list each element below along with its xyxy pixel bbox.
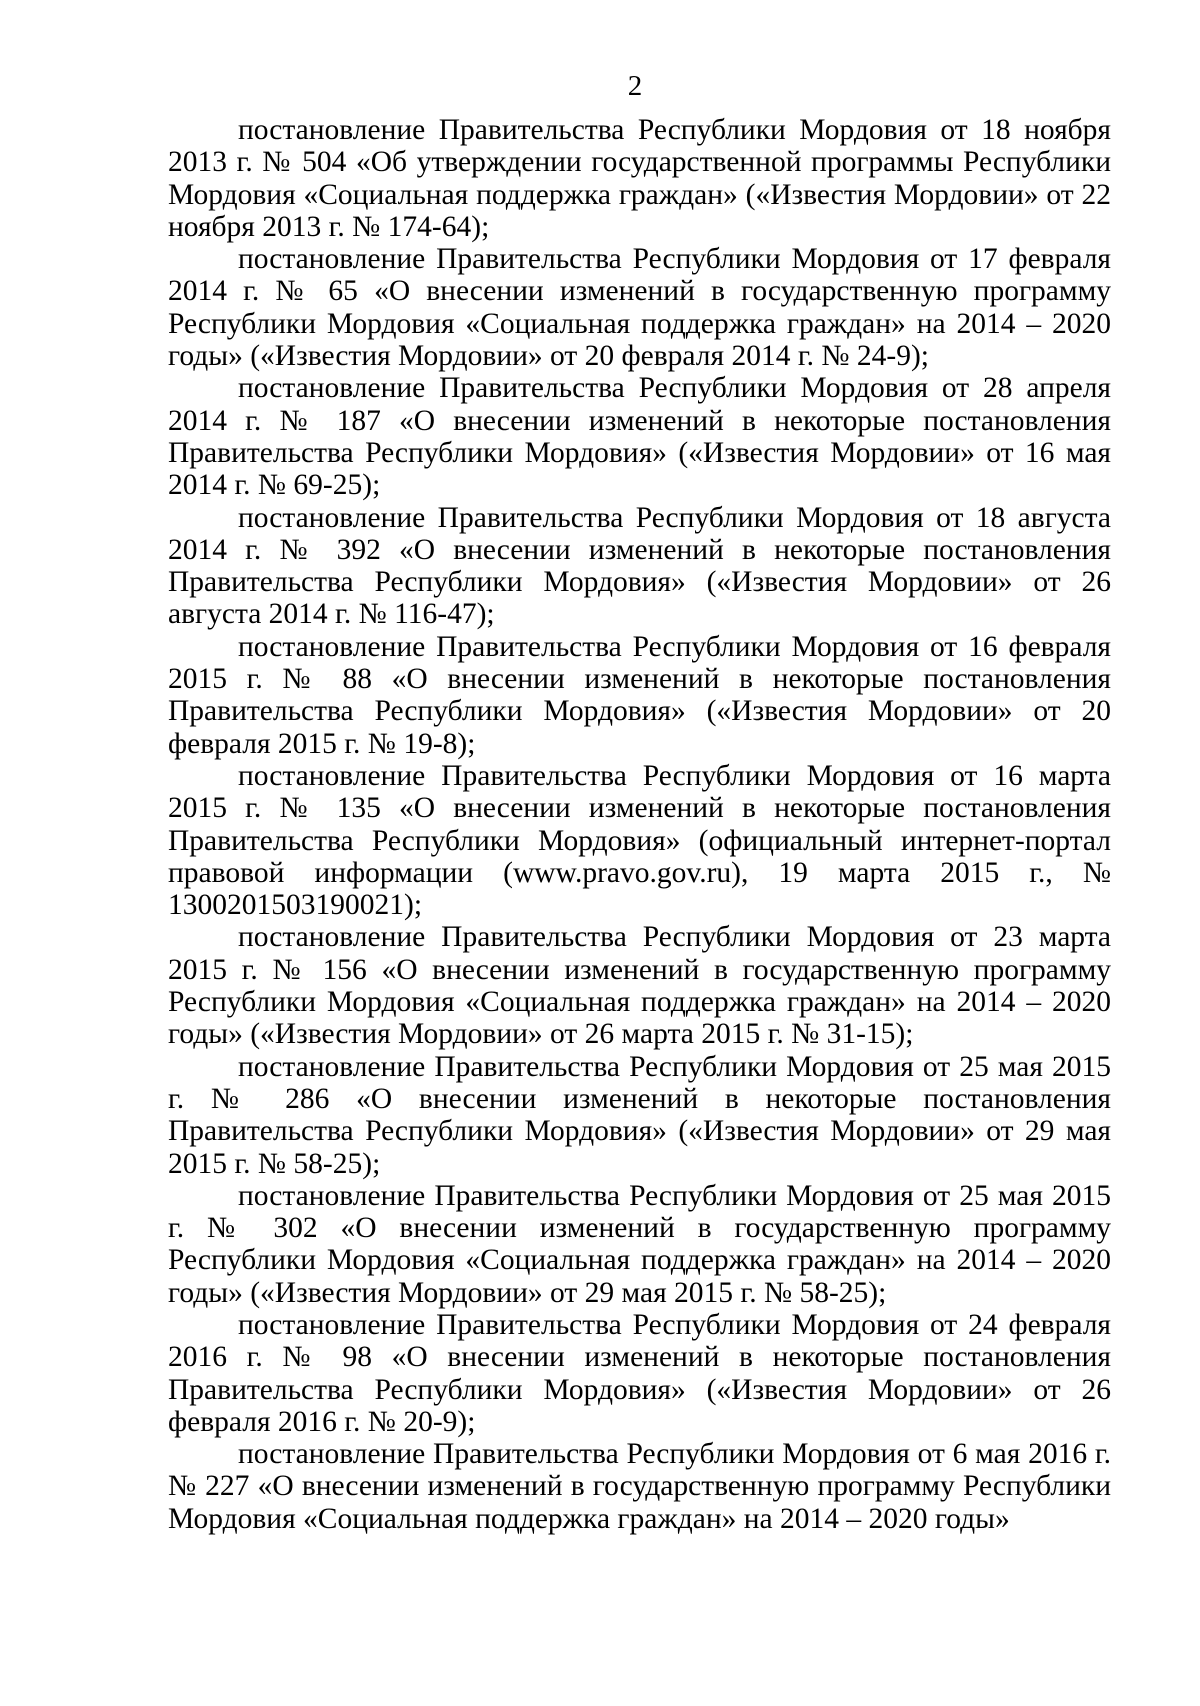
paragraph-resolution-8: постановление Правительства Республики Мордовия от 25 мая 2015 г. № 286 «О внесении изменений в некоторые постановления Правительства Республики Мордовия» («Известия Мордовии» от 29 мая 2015 г. № 58-25);	[168, 1050, 1111, 1180]
paragraph-resolution-2: постановление Правительства Республики Мордовия от 17 февраля 2014 г. № 65 «О внесении изменений в государственную программу Республики Мордовия «Социальная поддержка граждан» на 2014 – 2020 годы» («Известия Мордовии» от 20 февраля 2014 г. № 24-9);	[168, 243, 1111, 373]
paragraph-resolution-4: постановление Правительства Республики Мордовия от 18 августа 2014 г. № 392 «О внесении изменений в некоторые постановления Правительства Республики Мордовия» («Известия Мордовии» от 26 августа 2014 г. № 116-47);	[168, 501, 1111, 631]
paragraph-resolution-6: постановление Правительства Республики Мордовия от 16 марта 2015 г. № 135 «О внесении изменений в некоторые постановления Правительства Республики Мордовия» (официальный интернет-портал правовой информации (www.pravo.gov.ru), 19 марта 2015 г., № 1300201503190021);	[168, 759, 1111, 922]
paragraph-resolution-1: постановление Правительства Республики Мордовия от 18 ноября 2013 г. № 504 «Об утверждении государственной программы Республики Мордовия «Социальная поддержка граждан» («Известия Мордовии» от 22 ноября 2013 г. № 174-64);	[168, 114, 1111, 243]
paragraph-resolution-10: постановление Правительства Республики Мордовия от 24 февраля 2016 г. № 98 «О внесении изменений в некоторые постановления Правительства Республики Мордовия» («Известия Мордовии» от 26 февраля 2016 г. № 20-9);	[168, 1308, 1111, 1438]
paragraph-resolution-3: постановление Правительства Республики Мордовия от 28 апреля 2014 г. № 187 «О внесении изменений в некоторые постановления Правительства Республики Мордовия» («Известия Мордовии» от 16 мая 2014 г. № 69-25);	[168, 372, 1111, 502]
paragraph-resolution-11: постановление Правительства Республики Мордовия от 6 мая 2016 г. № 227 «О внесении изменений в государственную программу Республики Мордовия «Социальная поддержка граждан» на 2014 – 2020 годы»	[168, 1438, 1111, 1535]
document-body	[168, 114, 1111, 1535]
paragraph-resolution-5: постановление Правительства Республики Мордовия от 16 февраля 2015 г. № 88 «О внесении изменений в некоторые постановления Правительства Республики Мордовия» («Известия Мордовии» от 20 февраля 2015 г. № 19-8);	[168, 630, 1111, 760]
paragraph-resolution-7: постановление Правительства Республики Мордовия от 23 марта 2015 г. № 156 «О внесении изменений в государственную программу Республики Мордовия «Социальная поддержка граждан» на 2014 – 2020 годы» («Известия Мордовии» от 26 марта 2015 г. № 31-15);	[168, 921, 1111, 1051]
page-number: 2	[627, 70, 643, 102]
paragraph-resolution-9: постановление Правительства Республики Мордовия от 25 мая 2015 г. № 302 «О внесении изменений в государственную программу Республики Мордовия «Социальная поддержка граждан» на 2014 – 2020 годы» («Известия Мордовии» от 29 мая 2015 г. № 58-25);	[168, 1179, 1111, 1309]
